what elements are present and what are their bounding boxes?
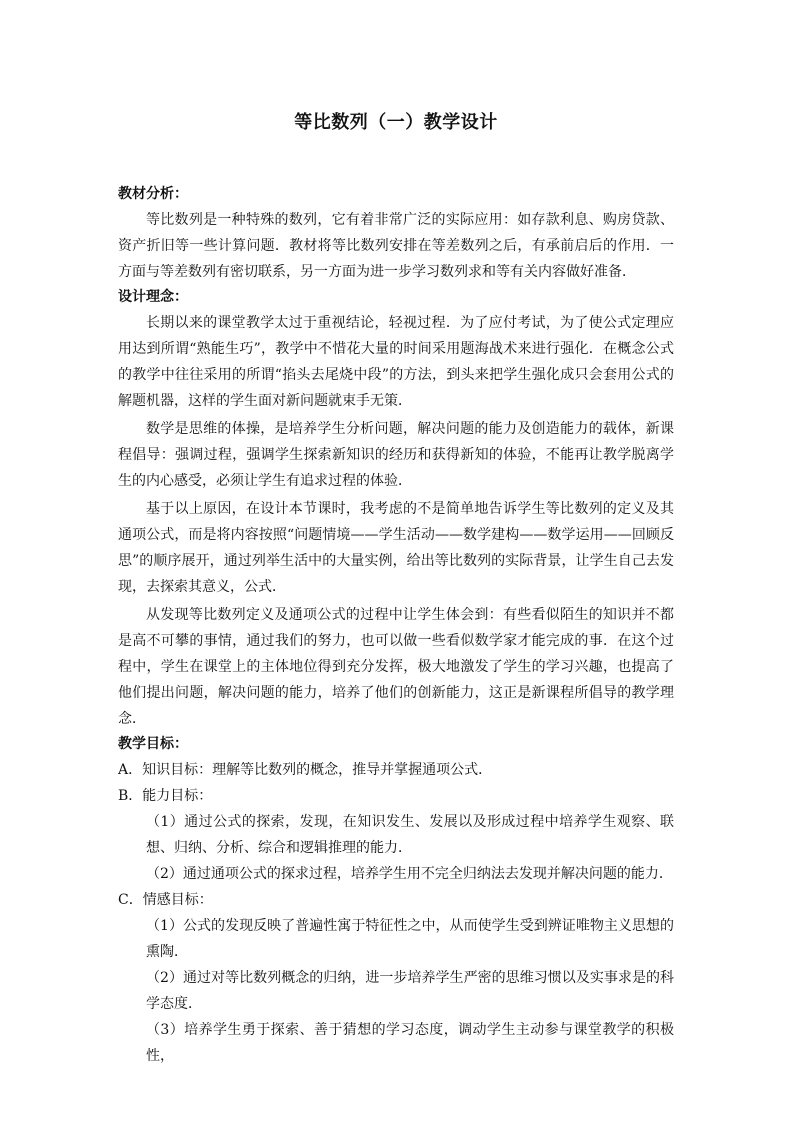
paragraph: 从发现等比数列定义及通项公式的过程中让学生体会到：有些看似陌生的知识并不都是高不可攀的事情，通过我们的努力，也可以做一些看似数学家才能完成的事．在这个过程中，学生在课堂上的主体地位得到充分发挥，极大地激发了学生的学习兴趣，也提高了他们提出问题，解决问题的能力，培养了他们的创新能力，这正是新课程所倡导的教学理念． xyxy=(118,607,674,727)
section-heading-teaching-goals: 教学目标： xyxy=(118,736,188,752)
goal-knowledge: A．知识目标：理解等比数列的概念，推导并掌握通项公式． xyxy=(118,762,493,778)
paragraph: 长期以来的课堂教学太过于重视结论，轻视过程．为了应付考试，为了使公式定理应用达到所谓“熟能生巧”，教学中不惜花大量的时间采用题海战术来进行强化．在概念公式的教学中往往采用的所谓“掐头去尾烧中段”的方法，到头来把学生强化成只会套用公式的解题机器，这样的学生面对新问题就束手无策． xyxy=(118,315,674,409)
goal-emotion-heading: C．情感目标： xyxy=(118,892,213,908)
goal-ability-item: （2）通过通项公式的探求过程，培养学生用不完全归纳法去发现并解决问题的能力． xyxy=(146,866,673,882)
goal-emotion-item: （2）通过对等比数列概念的归纳，进一步培养学生严密的思维习惯以及实事求是的科学态度． xyxy=(146,970,674,1012)
goal-emotion-item: （3）培养学生勇于探索、善于猜想的学习态度，调动学生主动参与课堂教学的积极性， xyxy=(146,1022,674,1064)
goal-ability-item: （1）通过公式的探索，发现，在知识发生、发展以及形成过程中培养学生观察、联想、归纳、分析、综合和逻辑推理的能力． xyxy=(146,814,674,856)
goal-ability-heading: B．能力目标： xyxy=(118,788,213,804)
paragraph: 数学是思维的体操，是培养学生分析问题，解决问题的能力及创造能力的载体，新课程倡导：强调过程，强调学生探索新知识的经历和获得新知的体验，不能再让教学脱离学生的内心感受，必须让学生有追求过程的体验． xyxy=(118,421,674,489)
goal-emotion-item: （1）公式的发现反映了普遍性寓于特征性之中，从而使学生受到辨证唯物主义思想的熏陶． xyxy=(146,918,674,960)
section-heading-design-concept: 设计理念： xyxy=(118,289,188,305)
document-title: 等比数列（一）教学设计 xyxy=(294,112,498,133)
paragraph: 基于以上原因，在设计本节课时，我考虑的不是简单地告诉学生等比数列的定义及其通项公式，而是将内容按照“问题情境——学生活动——数学建构——数学运用——回顾反思”的顺序展开，通过列举生活中的大量实例，给出等比数列的实际背景，让学生自己去发现，去探索其意义，公式． xyxy=(118,501,674,595)
paragraph: 等比数列是一种特殊的数列，它有着非常广泛的实际应用：如存款利息、购房贷款、资产折旧等一些计算问题．教材将等比数列安排在等差数列之后，有承前启后的作用．一方面与等差数列有密切联系，另一方面为进一步学习数列求和等有关内容做好准备． xyxy=(118,212,674,280)
section-heading-textbook-analysis: 教材分析： xyxy=(118,186,188,202)
